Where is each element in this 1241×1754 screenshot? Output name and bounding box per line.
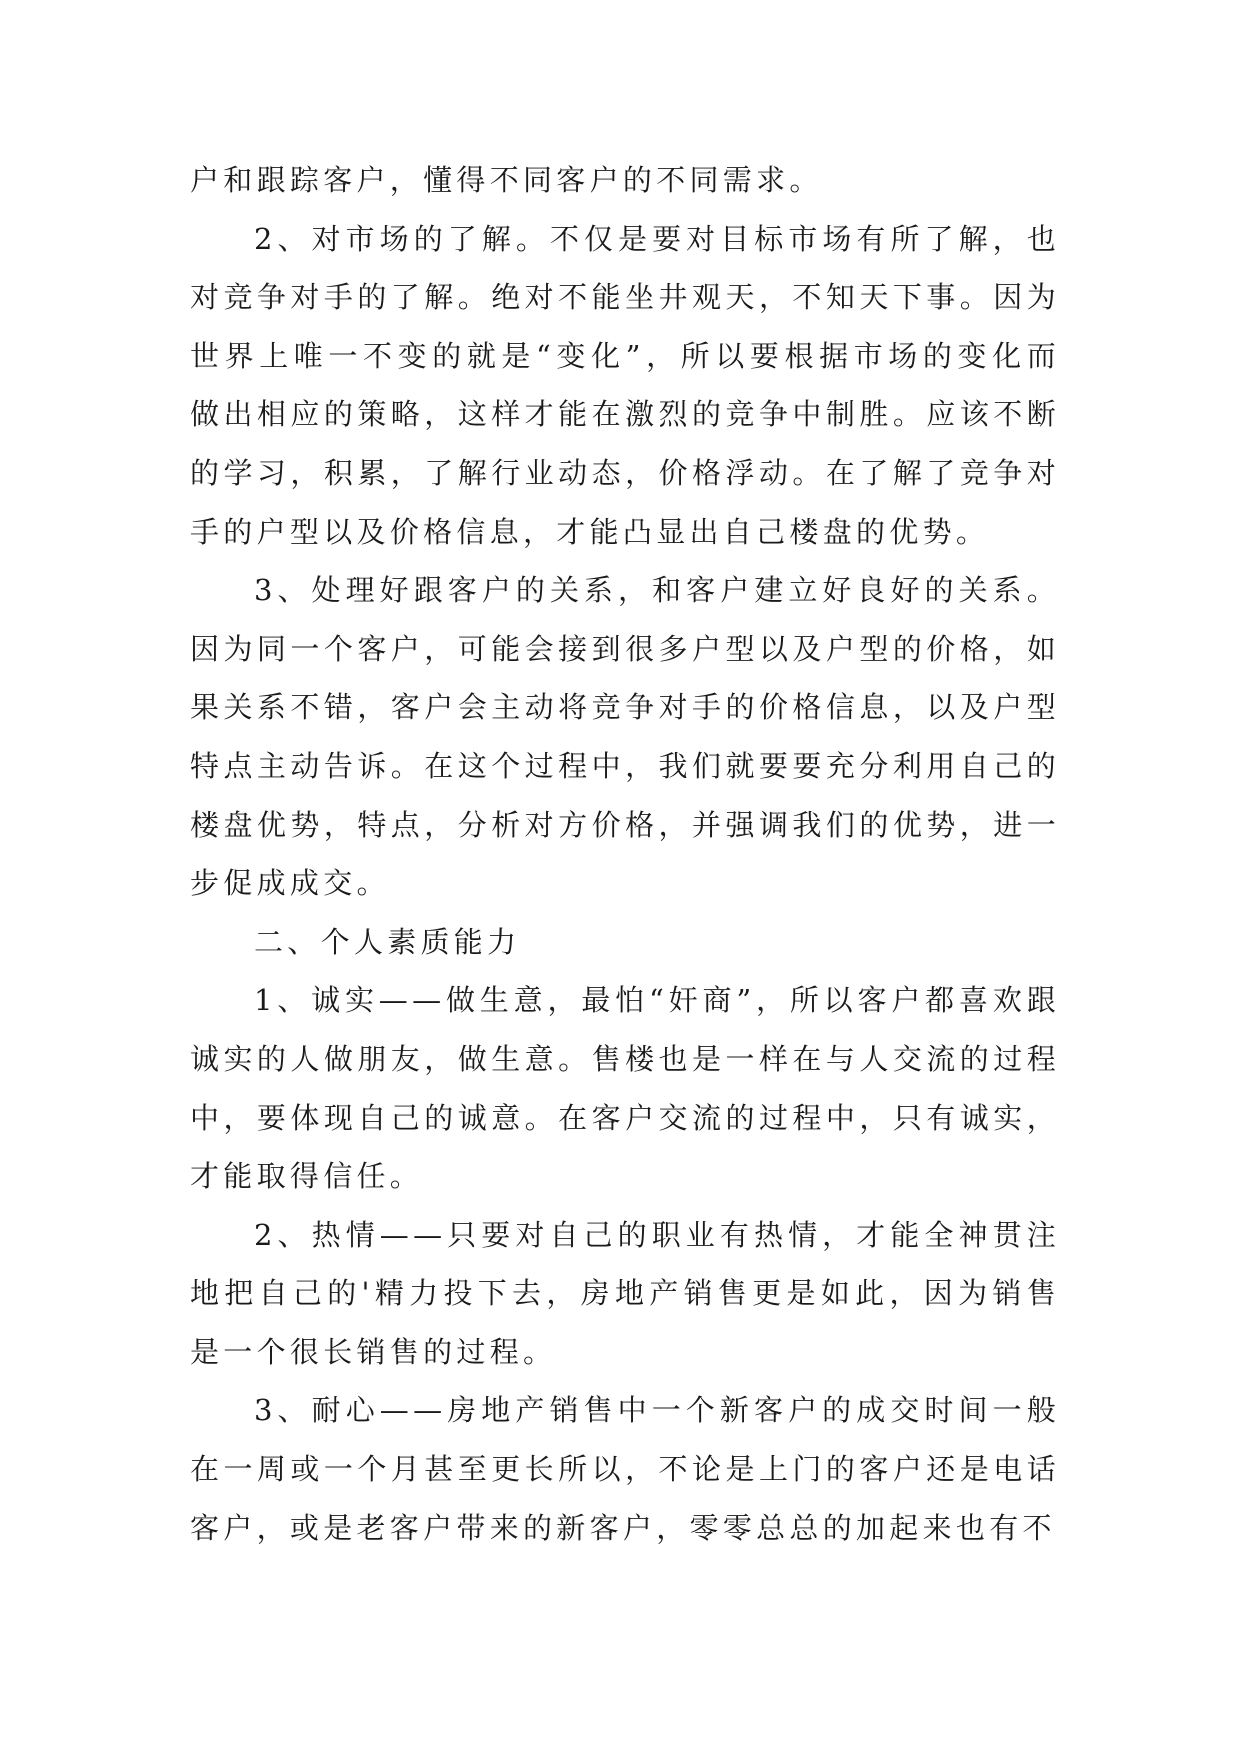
- paragraph-market-knowledge: 2、对市场的了解。不仅是要对目标市场有所了解，也对竞争对手的了解。绝对不能坐井观天，不知天下事。因为世界上唯一不变的就是“变化”，所以要根据市场的变化而做出相应的策略，这样才能在激烈的竞争中制胜。应该不断的学习，积累，了解行业动态，价格浮动。在了解了竞争对手的户型以及价格信息，才能凸显出自己楼盘的优势。: [190, 221, 1060, 549]
- paragraph-patience: 3、耐心——房地产销售中一个新客户的成交时间一般在一周或一个月甚至更长所以，不论是上门的客户还是电话客户，或是老客户带来的新客户，零零总总的加起来也有不: [190, 1393, 1060, 1545]
- paragraph-enthusiasm: 2、热情——只要对自己的职业有热情，才能全神贯注地把自己的'精力投下去，房地产销售更是如此，因为销售是一个很长销售的过程。: [190, 1217, 1060, 1369]
- paragraph-continuation: 户和跟踪客户，懂得不同客户的不同需求。: [190, 163, 823, 197]
- section-heading-personal-quality: 二、个人素质能力: [254, 924, 521, 959]
- paragraph-honesty: 1、诚实——做生意，最怕“奸商”，所以客户都喜欢跟诚实的人做朋友，做生意。售楼也是一样在与人交流的过程中，要体现自己的诚意。在客户交流的过程中，只有诚实，才能取得信任。: [190, 983, 1060, 1194]
- paragraph-customer-relations: 3、处理好跟客户的关系，和客户建立好良好的关系。因为同一个客户，可能会接到很多户型以及户型的价格，如果关系不错，客户会主动将竞争对手的价格信息，以及户型特点主动告诉。在这个过程中，我们就要要充分利用自己的楼盘优势，特点，分析对方价格，并强调我们的优势，进一步促成成交。: [190, 573, 1060, 901]
- body-text: [190, 151, 1060, 1557]
